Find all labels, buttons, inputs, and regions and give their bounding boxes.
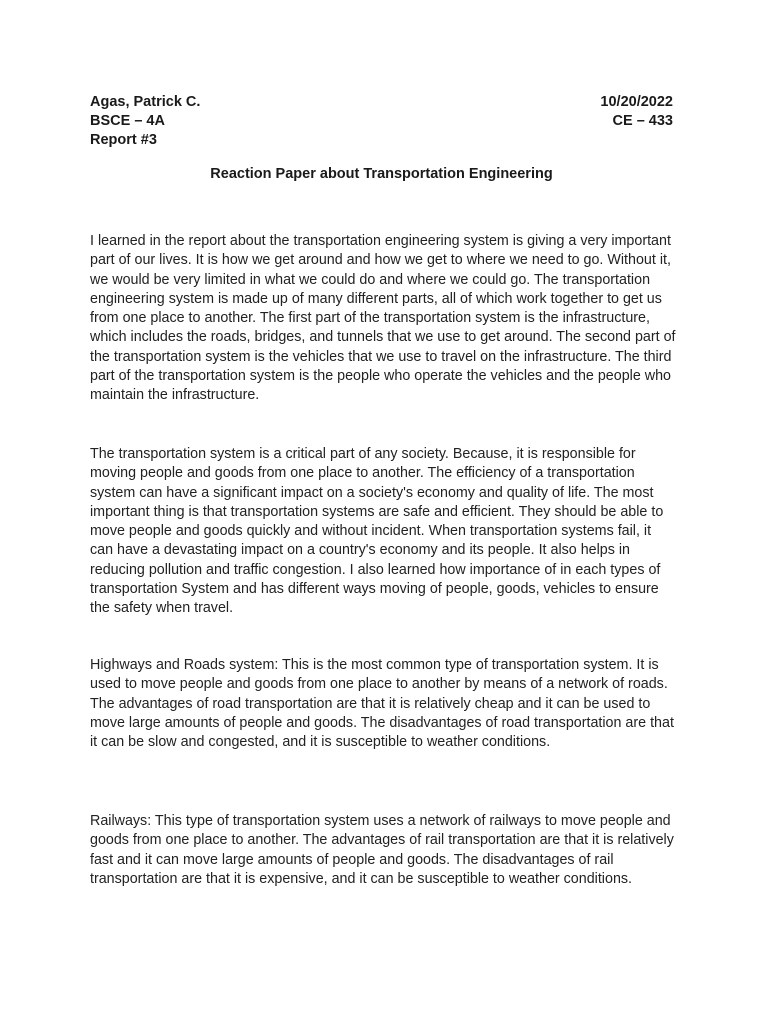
header-row-2 [90, 112, 673, 131]
paragraph: I learned in the report about the transportation engineering system is giving a very important part of our lives. It is how we get around and how we get to where we need to go. Without it, we would be very limited in what we could do and where we could go. The transportation engineering system is made up of many different parts, all of which work together to get us from one place to another. The first part of the transportation system is the infrastructure, which includes the roads, bridges, and tunnels that we use to get around. The second part of the transportation system is the vehicles that we use to travel on the infrastructure. The third part of the transportation system is the people who operate the vehicles and the people who maintain the infrastructure. [90, 233, 676, 404]
paragraph: The transportation system is a critical part of any society. Because, it is responsible for moving people and goods from one place to another. The efficiency of a transportation system can have a significant impact on a society's economy and quality of life. The most important thing is that transportation systems are safe and efficient. They should be able to move people and goods quickly and without incident. When transportation systems fail, it can have a devastating impact on a country's economy and its people. It also helps in reducing pollution and traffic congestion. I also learned how importance of in each types of transportation System and has different ways moving of people, goods, vehicles to ensure the safety when travel. [90, 446, 664, 617]
section-label: BSCE – 4A [90, 113, 165, 129]
report-date: 10/20/2022 [600, 94, 673, 110]
author-name: Agas, Patrick C. [90, 94, 201, 110]
document-title: Reaction Paper about Transportation Engineering [210, 166, 553, 182]
header-row-1 [90, 93, 673, 112]
course-code: CE – 433 [612, 113, 673, 129]
header-row-3 [90, 131, 673, 150]
paragraph: Highways and Roads system: This is the most common type of transportation system. It is used to move people and goods from one place to another by means of a network of roads. The advantages of road transportation are that it is relatively cheap and it can be used to move large amounts of people and goods. The disadvantages of road transportation are that it can be slow and congested, and it is susceptible to weather conditions. [90, 657, 674, 751]
paragraph: Railways: This type of transportation system uses a network of railways to move people and goods from one place to another. The advantages of rail transportation are that it is relatively fast and it can move large amounts of people and goods. The disadvantages of rail transportation are that it is expensive, and it can be susceptible to weather conditions. [90, 813, 674, 887]
report-number: Report #3 [90, 132, 157, 148]
document-header [90, 93, 673, 150]
